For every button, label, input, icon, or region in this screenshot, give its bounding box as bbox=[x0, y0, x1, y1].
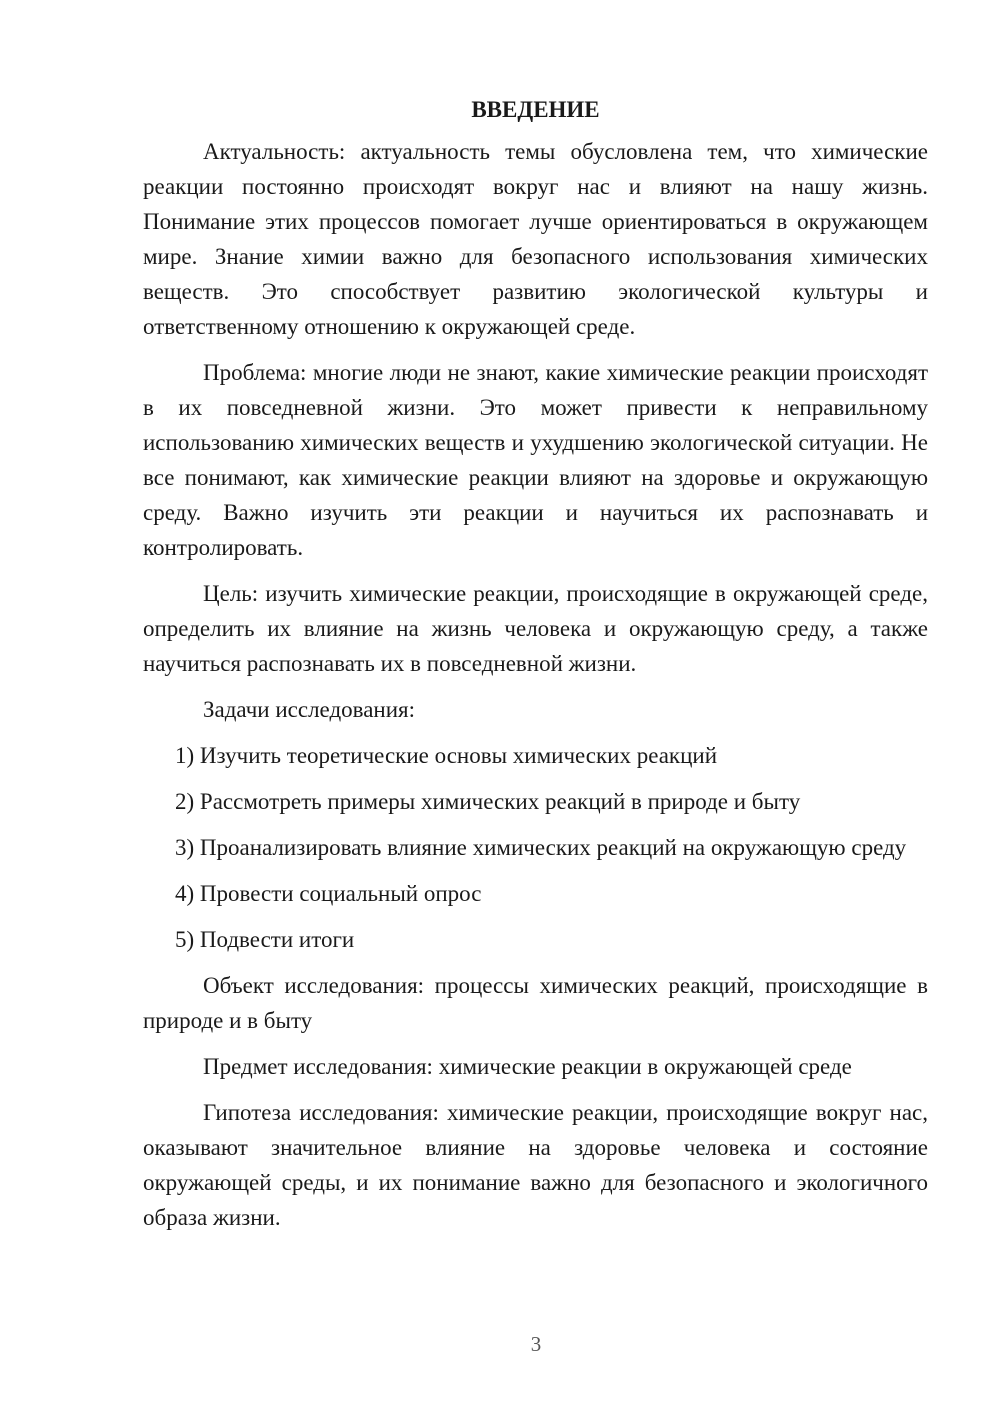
task-item-2: 2) Рассмотреть примеры химических реакций в природе и быту bbox=[175, 789, 801, 814]
subject-paragraph: Предмет исследования: химические реакции в окружающей среде bbox=[203, 1054, 852, 1079]
task-item-5: 5) Подвести итоги bbox=[175, 927, 355, 952]
page-title: ВВЕДЕНИЕ bbox=[471, 97, 600, 122]
object-paragraph: Объект исследования: процессы химических реакций, происходящие в природе и в быту bbox=[143, 973, 928, 1033]
tasks-heading: Задачи исследования: bbox=[203, 697, 416, 722]
task-item-4: 4) Провести социальный опрос bbox=[175, 881, 482, 906]
problem-paragraph: Проблема: многие люди не знают, какие химические реакции происходят в их повседневной жизни. Это может привести к неправильному использованию химических веществ и ухудшению экологической ситуации. Не все понимают, как химические реакции влияют на здоровье и окружающую среду. Важно изучить эти реакции и научиться их распознавать и контролировать. bbox=[143, 360, 928, 560]
relevance-paragraph: Актуальность: актуальность темы обусловлена тем, что химические реакции постоянно происходят вокруг нас и влияют на нашу жизнь. Понимание этих процессов помогает лучше ориентироваться в окружающем мире. Знание химии важно для безопасного использования химических веществ. Это способствует развитию экологической культуры и ответственному отношению к окружающей среде. bbox=[143, 139, 928, 339]
page-content bbox=[143, 92, 928, 1246]
task-item-1: 1) Изучить теоретические основы химических реакций bbox=[175, 743, 718, 768]
goal-paragraph: Цель: изучить химические реакции, происходящие в окружающей среде, определить их влияние на жизнь человека и окружающую среду, а также научиться распознавать их в повседневной жизни. bbox=[143, 581, 928, 676]
task-item-3: 3) Проанализировать влияние химических реакций на окружающую среду bbox=[175, 835, 907, 860]
hypothesis-paragraph: Гипотеза исследования: химические реакции, происходящие вокруг нас, оказывают значительное влияние на здоровье человека и состояние окружающей среды, и их понимание важно для безопасного и экологичного образа жизни. bbox=[143, 1100, 928, 1230]
page-number: 3 bbox=[530, 1332, 542, 1356]
